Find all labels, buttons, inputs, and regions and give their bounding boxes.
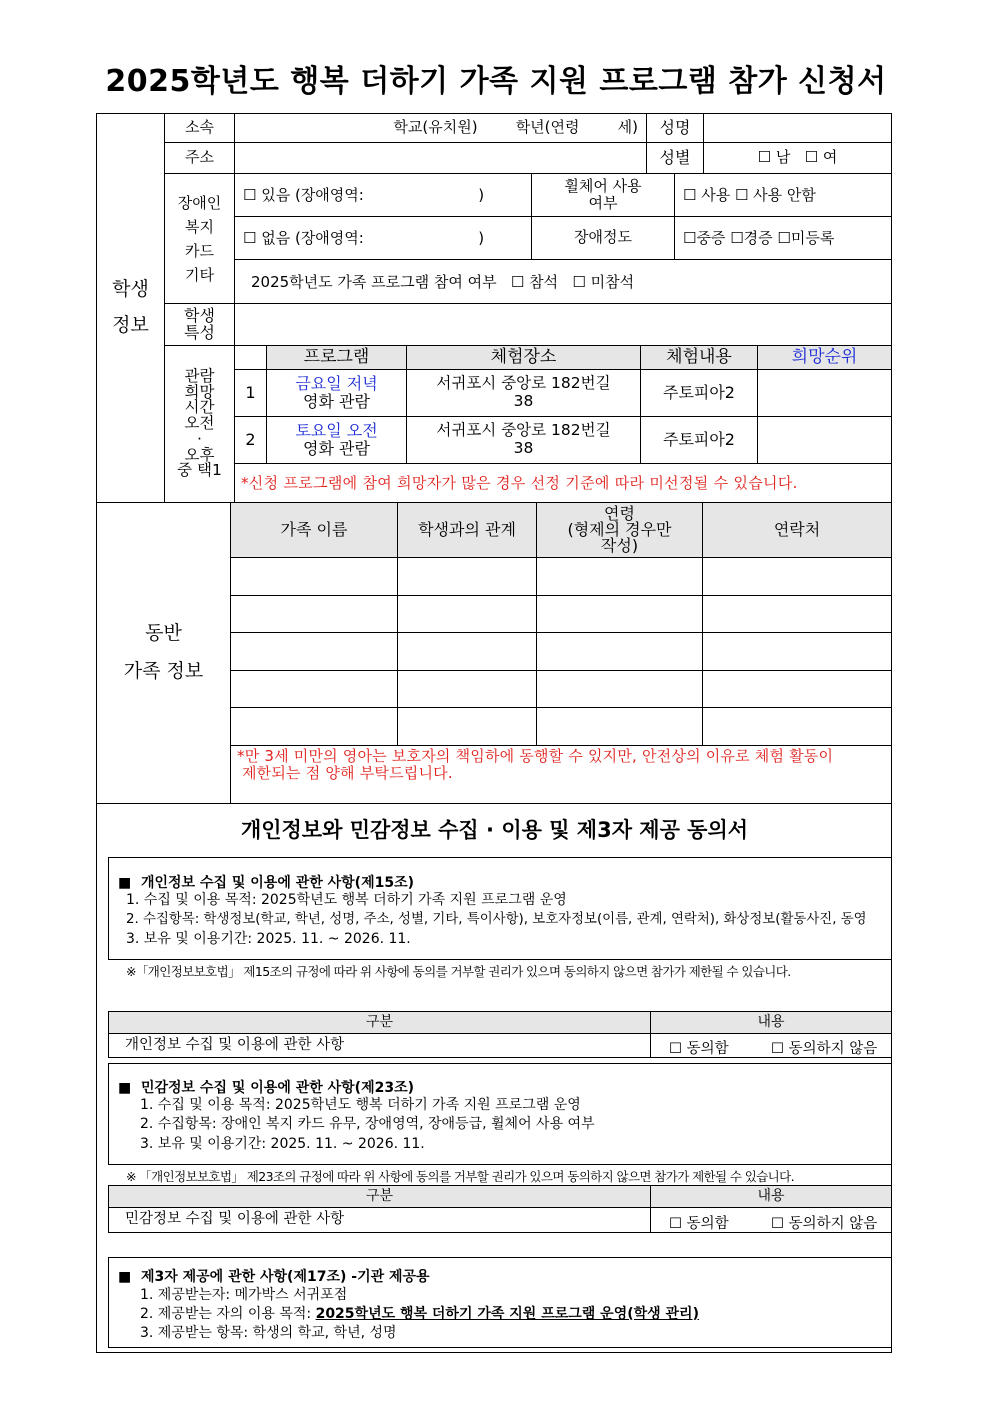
gender-checkboxes[interactable]: ☐ 남 ☐ 여 <box>704 143 891 174</box>
name-field[interactable] <box>704 114 891 143</box>
consent-table-header-category: 구분 <box>108 1011 651 1034</box>
family-cell[interactable] <box>537 596 703 634</box>
program-title: 토요일 오전 <box>295 420 378 440</box>
family-cell[interactable] <box>537 708 703 746</box>
program-time-label: 관람 희망 시간 오전 · 오후 중 택1 <box>165 346 235 502</box>
program-title: 금요일 저녁 <box>295 373 378 393</box>
program-row-number: 1 <box>235 370 267 417</box>
family-cell[interactable] <box>703 671 891 709</box>
sensitive-info-item: 3. 보유 및 이용기간: 2025. 11. ~ 2026. 11. <box>140 1136 425 1152</box>
family-section-label: 동반 가족 정보 <box>97 503 231 803</box>
traits-field[interactable] <box>235 304 891 346</box>
family-cell[interactable] <box>231 633 398 671</box>
severity-label: 장애정도 <box>532 217 675 260</box>
family-header-relation: 학생과의 관계 <box>398 503 537 558</box>
consent-title: 개인정보와 민감정보 수집 · 이용 및 제3자 제공 동의서 <box>240 817 749 842</box>
third-party-purpose-label: 2. 제공받는 자의 이용 목적: <box>140 1306 316 1322</box>
program-content: 주토피아2 <box>641 417 758 464</box>
agree-checkbox[interactable]: ☐ 동의함 <box>669 1041 729 1057</box>
personal-law-note: ※「개인정보보호법」 제15조의 규정에 따라 위 사항에 동의를 거부할 권리가 있으며 동의하지 않으면 참가가 제한될 수 있습니다. <box>126 964 791 979</box>
consent-table-row-label: 개인정보 수집 및 이용에 관한 사항 <box>108 1033 651 1058</box>
page-title: 2025학년도 행복 더하기 가족 지원 프로그램 참가 신청서 <box>105 63 887 99</box>
sensitive-law-note: ※ 「개인정보보호법」 제23조의 규정에 따라 위 사항에 동의를 거부할 권리가 있으며 동의하지 않으면 참가가 제한될 수 있습니다. <box>126 1169 795 1184</box>
sensitive-info-item: 2. 수집항목: 장애인 복지 카드 유무, 장애영역, 장애등급, 휠체어 사용 여부 <box>140 1116 595 1132</box>
agree-checkbox[interactable]: ☐ 동의함 <box>669 1216 729 1232</box>
family-cell[interactable] <box>703 596 891 634</box>
has-card-checkbox[interactable]: ☐ 있음 (장애영역: ) <box>235 174 532 217</box>
personal-info-item: 3. 보유 및 이용기간: 2025. 11. ~ 2026. 11. <box>126 931 411 947</box>
personal-info-heading: ■ 개인정보 수집 및 이용에 관한 사항(제15조) <box>118 875 415 891</box>
consent-table-row-options <box>650 1033 892 1058</box>
disagree-checkbox[interactable]: ☐ 동의하지 않음 <box>771 1216 878 1232</box>
family-header-name: 가족 이름 <box>231 503 398 558</box>
family-cell[interactable] <box>398 708 537 746</box>
address-field[interactable] <box>235 143 647 174</box>
program-place: 서귀포시 중앙로 182번길 38 <box>407 370 641 417</box>
family-cell[interactable] <box>398 596 537 634</box>
third-party-purpose: 2025학년도 행복 더하기 가족 지원 프로그램 운영(학생 관리) <box>315 1306 699 1322</box>
third-party-item <box>140 1303 699 1323</box>
program-content: 주토피아2 <box>641 370 758 417</box>
program-row-title-cell <box>267 370 407 417</box>
program-header-rank: 희망순위 <box>758 346 891 370</box>
program-place: 서귀포시 중앙로 182번길 38 <box>407 417 641 464</box>
consent-table-row-label: 민감정보 수집 및 이용에 관한 사항 <box>108 1207 651 1233</box>
family-cell[interactable] <box>231 558 398 596</box>
no-card-checkbox[interactable]: ☐ 없음 (장애영역: ) <box>235 217 532 260</box>
consent-table-header-content: 내용 <box>650 1185 892 1208</box>
program-header-content: 체험내용 <box>641 346 758 370</box>
program-rank-input[interactable] <box>758 417 891 464</box>
family-cell[interactable] <box>398 558 537 596</box>
wheelchair-checkboxes[interactable]: ☐ 사용 ☐ 사용 안함 <box>675 174 891 217</box>
personal-info-item: 2. 수집항목: 학생정보(학교, 학년, 성명, 주소, 성별, 기타, 특이사항), 보호자정보(이름, 관계, 연락처), 화상정보(활동사진, 동영 <box>126 912 867 927</box>
family-cell[interactable] <box>703 708 891 746</box>
affiliation-label: 소속 <box>165 114 235 143</box>
family-cell[interactable] <box>537 558 703 596</box>
third-party-item: 1. 제공받는자: 메가박스 서귀포점 <box>140 1287 348 1303</box>
family-cell[interactable] <box>231 671 398 709</box>
family-cell[interactable] <box>537 633 703 671</box>
wheelchair-label: 휠체어 사용 여부 <box>532 174 675 217</box>
family-cell[interactable] <box>398 671 537 709</box>
program-row-title-cell <box>267 417 407 464</box>
disagree-checkbox[interactable]: ☐ 동의하지 않음 <box>771 1041 878 1057</box>
program-header-program: 프로그램 <box>267 346 407 370</box>
family-note-line-2: 제한되는 점 양해 부탁드립니다. <box>237 764 453 783</box>
section-divider <box>97 803 892 804</box>
student-section-label: 학생 정보 <box>97 114 165 502</box>
family-note-line-1: *만 3세 미만의 영아는 보호자의 책임하에 동행할 수 있지만, 안전상의 이유로 체험 활동이 <box>237 747 834 765</box>
family-header-age: 연령 (형제의 경우만 작성) <box>537 503 703 558</box>
program-subtitle: 영화 관람 <box>303 392 370 411</box>
program-rank-input[interactable] <box>758 370 891 417</box>
name-label: 성명 <box>647 114 704 143</box>
participation-row[interactable]: 2025학년도 가족 프로그램 참여 여부 ☐ 참석 ☐ 미참석 <box>235 260 891 304</box>
consent-table-header-category: 구분 <box>108 1185 651 1208</box>
program-header-blank <box>235 346 267 370</box>
program-header-place: 체험장소 <box>407 346 641 370</box>
family-cell[interactable] <box>231 596 398 634</box>
program-row-number: 2 <box>235 417 267 464</box>
third-party-heading: ■ 제3자 제공에 관한 사항(제17조) -기관 제공용 <box>118 1269 430 1285</box>
sensitive-info-heading: ■ 민감정보 수집 및 이용에 관한 사항(제23조) <box>118 1080 415 1096</box>
family-cell[interactable] <box>537 671 703 709</box>
gender-label: 성별 <box>647 143 704 174</box>
family-cell[interactable] <box>703 558 891 596</box>
severity-checkboxes[interactable]: ☐중증 ☐경증 ☐미등록 <box>675 217 891 260</box>
traits-label: 학생 특성 <box>165 304 235 346</box>
third-party-item: 3. 제공받는 항목: 학생의 학교, 학년, 성명 <box>140 1325 397 1341</box>
consent-table-row-options <box>650 1207 892 1233</box>
disability-card-label: 장애인 복지 카드 기타 <box>165 174 235 304</box>
personal-info-item: 1. 수집 및 이용 목적: 2025학년도 행복 더하기 가족 지원 프로그램 운영 <box>126 892 567 908</box>
family-cell[interactable] <box>231 708 398 746</box>
sensitive-info-item: 1. 수집 및 이용 목적: 2025학년도 행복 더하기 가족 지원 프로그램 운영 <box>140 1097 581 1113</box>
family-header-contact: 연락처 <box>703 503 891 558</box>
family-note <box>231 746 891 803</box>
consent-table-header-content: 내용 <box>650 1011 892 1034</box>
family-cell[interactable] <box>398 633 537 671</box>
program-subtitle: 영화 관람 <box>303 439 370 458</box>
program-note: *신청 프로그램에 참여 희망자가 많은 경우 선정 기준에 따라 미선정될 수 있습니다. <box>241 474 798 492</box>
family-cell[interactable] <box>703 633 891 671</box>
affiliation-field[interactable]: 학교(유치원) 학년(연령 세) <box>235 114 647 143</box>
address-label: 주소 <box>165 143 235 174</box>
